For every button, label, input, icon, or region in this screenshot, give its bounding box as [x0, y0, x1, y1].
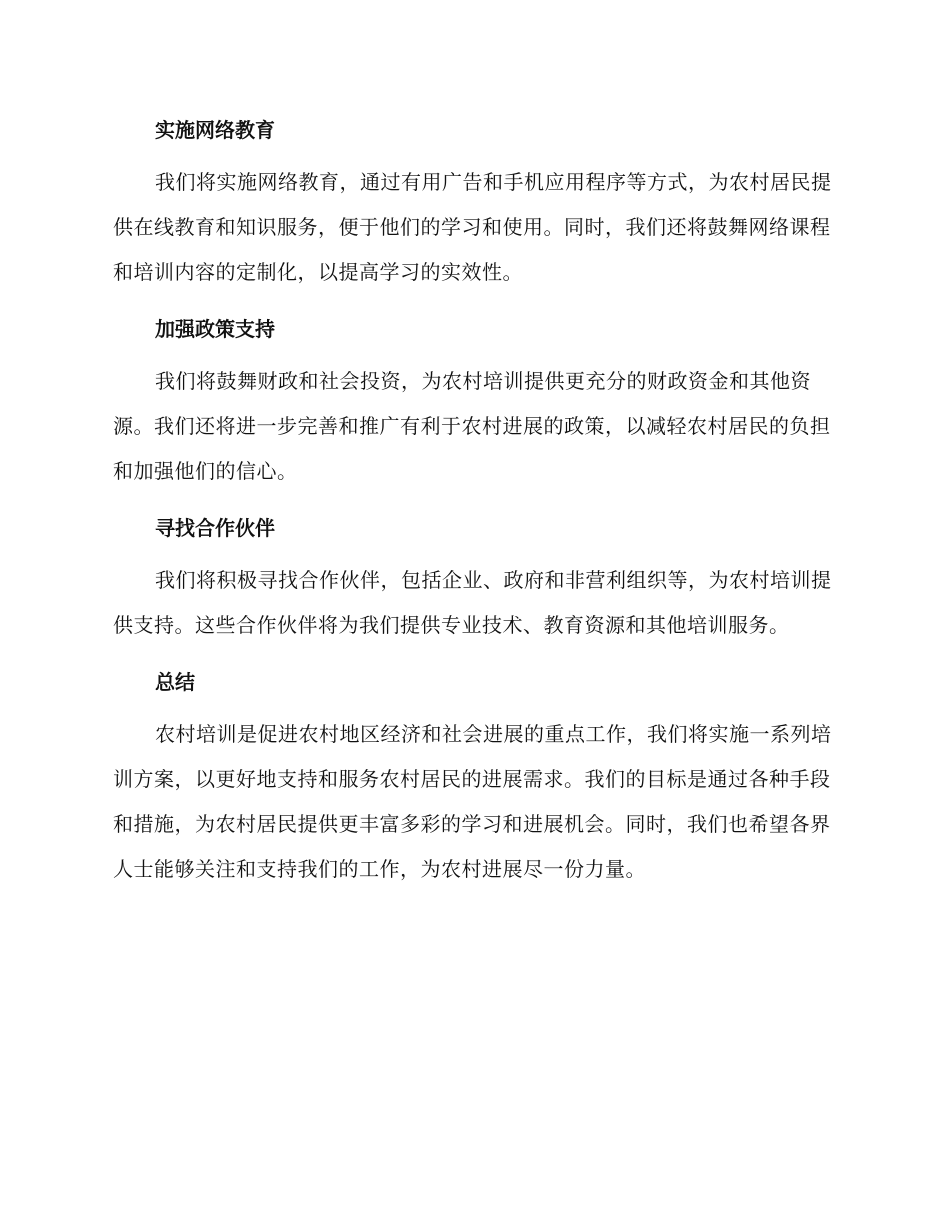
section-policy-support [113, 307, 833, 494]
section-paragraph: 我们将鼓舞财政和社会投资，为农村培训提供更充分的财政资金和其他资源。我们还将进一步完善和推广有利于农村进展的政策，以减轻农村居民的负担和加强他们的信心。 [113, 369, 831, 483]
section-paragraph: 农村培训是促进农村地区经济和社会进展的重点工作，我们将实施一系列培训方案，以更好地支持和服务农村居民的进展需求。我们的目标是通过各种手段和措施，为农村居民提供更丰富多彩的学习和进展机会。同时，我们也希望各界人士能够关注和支持我们的工作，为农村进展尽一份力量。 [113, 722, 832, 881]
section-paragraph: 我们将积极寻找合作伙伴，包括企业、政府和非营利组织等，为农村培训提供支持。这些合作伙伴将为我们提供专业技术、教育资源和其他培训服务。 [113, 568, 832, 637]
section-heading: 总结 [155, 670, 195, 694]
section-partners [113, 506, 833, 648]
document-page [113, 108, 833, 904]
section-heading: 实施网络教育 [155, 118, 275, 142]
section-paragraph: 我们将实施网络教育，通过有用广告和手机应用程序等方式，为农村居民提供在线教育和知识服务，便于他们的学习和使用。同时，我们还将鼓舞网络课程和培训内容的定制化，以提高学习的实效性。 [113, 170, 832, 284]
section-summary [113, 660, 833, 892]
section-heading: 加强政策支持 [155, 317, 275, 341]
section-heading: 寻找合作伙伴 [155, 516, 275, 540]
section-online-education [113, 108, 833, 295]
